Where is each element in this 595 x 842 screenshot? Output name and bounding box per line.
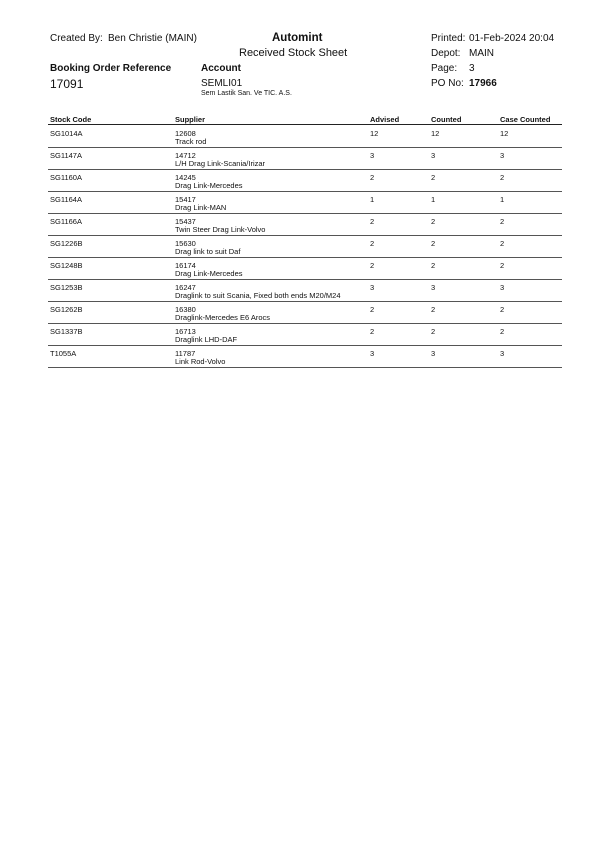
case-counted-cell: 2: [500, 305, 505, 314]
account-code: SEMLI01: [201, 78, 243, 89]
description-cell: Drag Link-Mercedes: [175, 269, 243, 278]
table-row: [48, 301, 562, 324]
advised-cell: 2: [370, 261, 375, 270]
case-counted-cell: 3: [500, 283, 505, 292]
counted-cell: 1: [431, 195, 436, 204]
case-counted-cell: 12: [500, 129, 509, 138]
stock-code-cell: SG1226B: [50, 239, 83, 248]
counted-cell: 2: [431, 327, 436, 336]
counted-cell: 12: [431, 129, 440, 138]
created-by-value: Ben Christie (MAIN): [108, 33, 197, 44]
booking-ref-label: Booking Order Reference: [50, 63, 172, 74]
table-row: [48, 213, 562, 236]
counted-cell: 3: [431, 283, 436, 292]
description-cell: Draglink to suit Scania, Fixed both ends M20/M24: [175, 291, 341, 300]
table-row: [48, 323, 562, 346]
advised-cell: 3: [370, 349, 375, 358]
stock-code-cell: SG1337B: [50, 327, 83, 336]
description-cell: Track rod: [175, 137, 207, 146]
account-label: Account: [201, 63, 241, 74]
counted-cell: 3: [431, 349, 436, 358]
table-row: [48, 345, 562, 368]
stock-code-cell: SG1164A: [50, 195, 82, 204]
advised-cell: 2: [370, 217, 375, 226]
sheet-title: Received Stock Sheet: [239, 47, 348, 59]
advised-cell: 3: [370, 151, 375, 160]
advised-cell: 2: [370, 173, 375, 182]
advised-cell: 3: [370, 283, 375, 292]
created-by-label: Created By:: [50, 33, 103, 44]
case-counted-cell: 3: [500, 349, 505, 358]
table-row: [48, 147, 562, 170]
col-header-advised: Advised: [370, 115, 400, 124]
stock-code-cell: SG1014A: [50, 129, 83, 138]
case-counted-cell: 2: [500, 239, 505, 248]
case-counted-cell: 2: [500, 261, 505, 270]
supplier-code-cell: 16174: [175, 261, 196, 270]
depot-label: Depot:: [431, 48, 461, 59]
col-header-stock-code: Stock Code: [50, 115, 92, 124]
col-header-supplier: Supplier: [175, 115, 206, 124]
depot-value: MAIN: [469, 48, 494, 59]
case-counted-cell: 3: [500, 151, 505, 160]
col-header-counted: Counted: [431, 115, 462, 124]
stock-code-cell: SG1166A: [50, 217, 82, 226]
supplier-code-cell: 15437: [175, 217, 196, 226]
printed-value: 01-Feb-2024 20:04: [469, 33, 555, 44]
supplier-code-cell: 14245: [175, 173, 196, 182]
advised-cell: 2: [370, 239, 375, 248]
description-cell: Drag Link-MAN: [175, 203, 227, 212]
case-counted-cell: 2: [500, 217, 505, 226]
counted-cell: 3: [431, 151, 436, 160]
counted-cell: 2: [431, 261, 436, 270]
case-counted-cell: 2: [500, 327, 505, 336]
supplier-code-cell: 16380: [175, 305, 196, 314]
booking-ref-value: 17091: [50, 77, 84, 91]
advised-cell: 12: [370, 129, 379, 138]
supplier-code-cell: 12608: [175, 129, 196, 138]
counted-cell: 2: [431, 305, 436, 314]
stock-code-cell: SG1248B: [50, 261, 83, 270]
counted-cell: 2: [431, 173, 436, 182]
description-cell: Drag Link-Mercedes: [175, 181, 243, 190]
description-cell: Drag link to suit Daf: [175, 247, 241, 256]
description-cell: Link Rod-Volvo: [175, 357, 226, 366]
supplier-code-cell: 16247: [175, 283, 196, 292]
page-value: 3: [469, 63, 475, 74]
stock-code-cell: T1055A: [50, 349, 77, 358]
description-cell: Twin Steer Drag Link-Volvo: [175, 225, 266, 234]
table-row: [48, 169, 562, 192]
stock-code-cell: SG1147A: [50, 151, 82, 160]
table-row: [48, 235, 562, 258]
description-cell: Draglink LHD-DAF: [175, 335, 238, 344]
col-header-case-counted: Case Counted: [500, 115, 551, 124]
stock-code-cell: SG1253B: [50, 283, 83, 292]
supplier-code-cell: 15630: [175, 239, 196, 248]
advised-cell: 1: [370, 195, 375, 204]
table-row: [48, 279, 562, 302]
po-label: PO No:: [431, 78, 464, 89]
table-row: [48, 257, 562, 280]
counted-cell: 2: [431, 217, 436, 226]
po-value: 17966: [469, 78, 497, 89]
description-cell: Draglink-Mercedes E6 Arocs: [175, 313, 271, 322]
supplier-code-cell: 14712: [175, 151, 196, 160]
description-cell: L/H Drag Link-Scania/Irizar: [175, 159, 266, 168]
counted-cell: 2: [431, 239, 436, 248]
company-name: Automint: [272, 32, 323, 44]
supplier-code-cell: 15417: [175, 195, 196, 204]
table-row: [48, 125, 562, 148]
table-row: [48, 191, 562, 214]
case-counted-cell: 1: [500, 195, 505, 204]
page-label: Page:: [431, 63, 458, 74]
advised-cell: 2: [370, 327, 375, 336]
stock-code-cell: SG1160A: [50, 173, 82, 182]
advised-cell: 2: [370, 305, 375, 314]
stock-code-cell: SG1262B: [50, 305, 83, 314]
printed-label: Printed:: [431, 33, 466, 44]
account-name: Sem Lastik San. Ve TIC. A.S.: [201, 90, 292, 97]
supplier-code-cell: 11787: [175, 349, 196, 358]
case-counted-cell: 2: [500, 173, 505, 182]
supplier-code-cell: 16713: [175, 327, 196, 336]
